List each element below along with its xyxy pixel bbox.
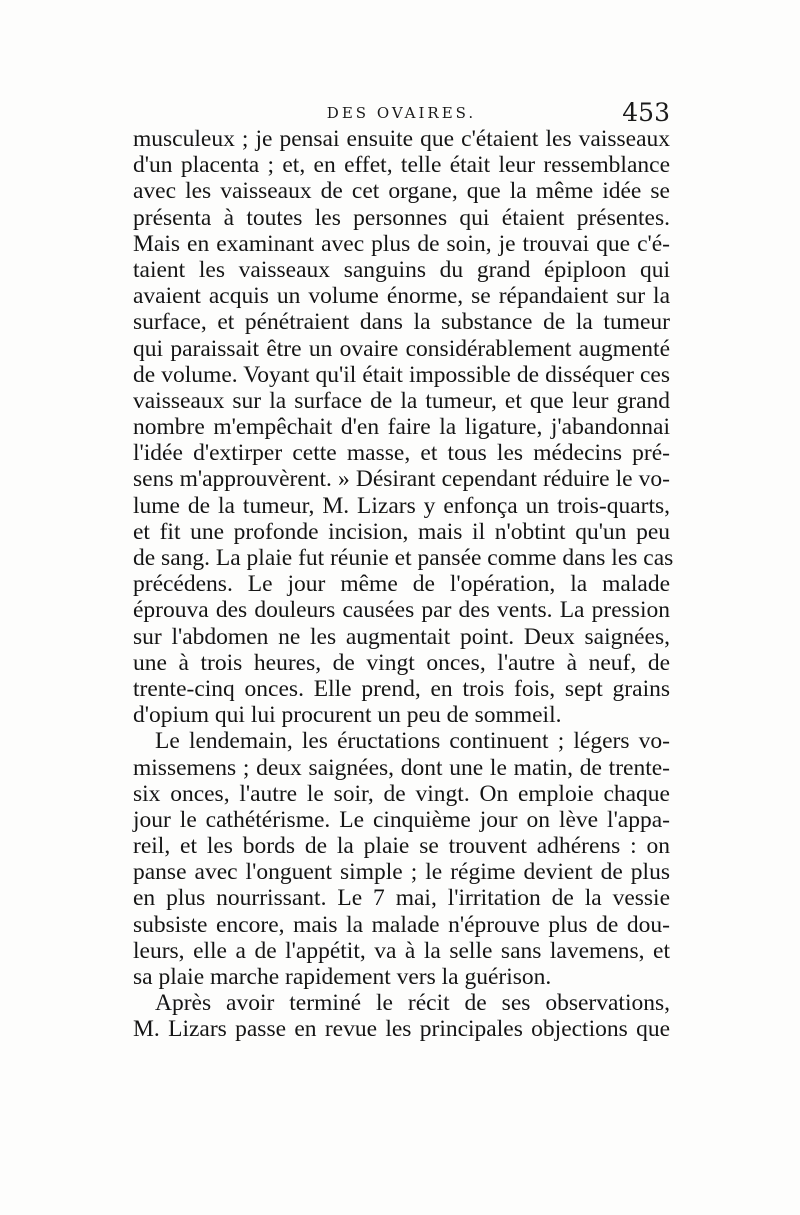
text-line: panse avec l'onguent simple ; le régime devient de plus [133, 859, 670, 886]
text-line: taient les vaisseaux sanguins du grand épiploon qui [133, 256, 670, 283]
text-line-paragraph-end: d'opium qui lui procurent un peu de sommeil. [133, 702, 562, 729]
running-title: DES OVAIRES. [326, 104, 477, 122]
text-line: et fit une profonde incision, mais il n'obtint qu'un peu [133, 518, 670, 545]
text-line: surface, et pénétraient dans la substance de la tumeur [133, 309, 670, 336]
text-line: lume de la tumeur, M. Lizars y enfonça un trois-quarts, [133, 492, 670, 519]
text-line: musculeux ; je pensai ensuite que c'étaient les vaisseaux [133, 126, 670, 152]
running-head [133, 98, 670, 128]
text-line: M. Lizars passe en revue les principales objections que [133, 1016, 670, 1043]
body-text [133, 126, 674, 1043]
text-line: de volume. Voyant qu'il était impossible de disséquer ces [133, 361, 670, 388]
text-line: une à trois heures, de vingt onces, l'autre à neuf, de [133, 649, 670, 676]
text-line: précédens. Le jour même de l'opération, la malade [133, 571, 670, 598]
text-line: avaient acquis un volume énorme, se répandaient sur la [133, 283, 670, 310]
text-line: vaisseaux sur la surface de la tumeur, et que leur grand [133, 387, 670, 414]
text-line: qui paraissait être un ovaire considérablement augmenté [133, 335, 670, 362]
text-line: leurs, elle a de l'appétit, va à la selle sans lavemens, et [133, 937, 670, 964]
page-number: 453 [622, 98, 670, 127]
text-line: d'un placenta ; et, en effet, telle était leur ressemblance [133, 152, 670, 179]
text-line: jour le cathétérisme. Le cinquième jour on lève l'appa- [133, 806, 670, 833]
text-line: de sang. La plaie fut réunie et pansée comme dans les cas [133, 545, 674, 571]
text-line: reil, et les bords de la plaie se trouvent adhérens : on [133, 833, 670, 860]
text-line: éprouva des douleurs causées par des vents. La pression [133, 597, 670, 624]
text-line: l'idée d'extirper cette masse, et tous les médecins pré- [133, 440, 670, 467]
text-line: subsiste encore, mais la malade n'éprouve plus de dou- [133, 911, 670, 938]
text-line-paragraph-start: Après avoir terminé le récit de ses observations, [155, 990, 670, 1017]
text-line: sur l'abdomen ne les augmentait point. Deux saignées, [133, 623, 670, 650]
text-line: six onces, l'autre le soir, de vingt. On emploie chaque [133, 780, 670, 807]
text-line-paragraph-end: sa plaie marche rapidement vers la guérison. [133, 964, 552, 990]
text-line: sens m'approuvèrent. » Désirant cependant réduire le vo- [133, 466, 670, 493]
text-line: en plus nourrissant. Le 7 mai, l'irritation de la vessie [133, 885, 670, 912]
text-line: présenta à toutes les personnes qui étaient présentes. [133, 204, 670, 231]
text-line: nombre m'empêchait d'en faire la ligature, j'abandonnai [133, 414, 670, 441]
text-line: missemens ; deux saignées, dont une le matin, de trente- [133, 754, 670, 781]
text-line: trente-cinq onces. Elle prend, en trois fois, sept grains [133, 675, 670, 702]
text-line: Mais en examinant avec plus de soin, je trouvai que c'é- [133, 230, 670, 257]
text-line: avec les vaisseaux de cet organe, que la même idée se [133, 178, 670, 205]
text-line-paragraph-start: Le lendemain, les éructations continuent ; légers vo- [155, 728, 670, 755]
